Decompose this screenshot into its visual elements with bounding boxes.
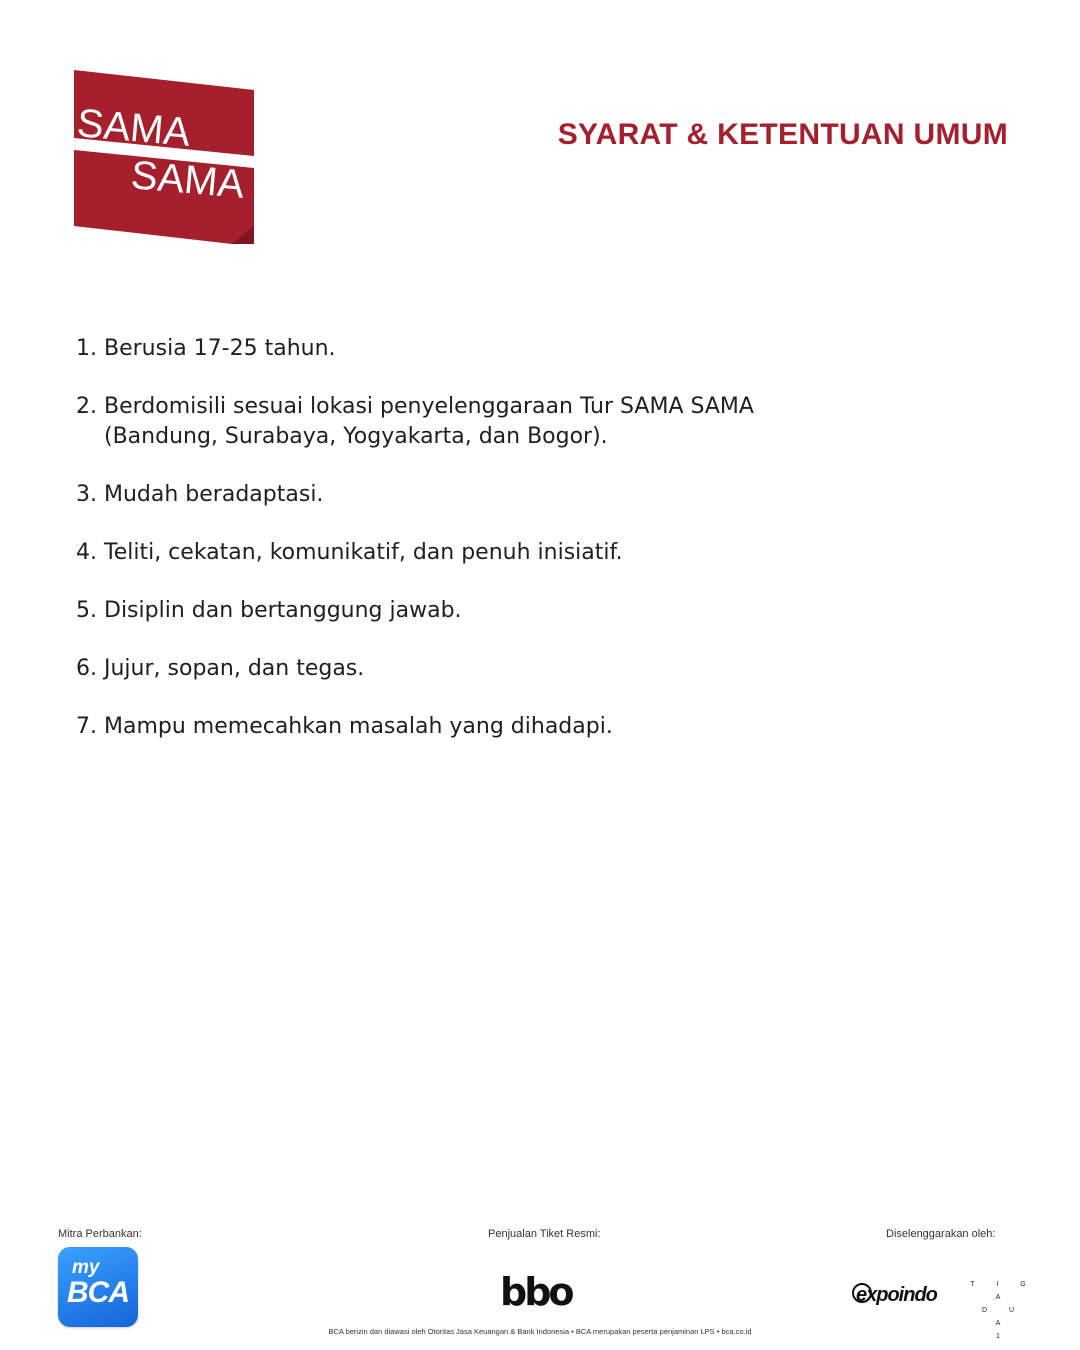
tigadua-line: T I G A [970, 1281, 1036, 1301]
list-item [76, 712, 976, 742]
sama-sama-logo [72, 66, 258, 246]
terms-list [76, 334, 976, 770]
list-item [76, 596, 976, 626]
bbo-logo: bbo [500, 1270, 572, 1314]
item-number: 3. [76, 482, 97, 507]
list-item [76, 392, 976, 452]
disclaimer-text: BCA berizin dan diawasi oleh Otoritas Jasa Keuangan & Bank Indonesia • BCA merupakan peserta penjaminan LPS • bca.co.id [328, 1327, 752, 1336]
page-title: SYARAT & KETENTUAN UMUM [557, 118, 1008, 151]
logo-text-line2: SAMA [129, 153, 246, 207]
list-item [76, 654, 976, 684]
item-text: Berusia 17-25 tahun. [104, 336, 336, 361]
item-text: Mampu memecahkan masalah yang dihadapi. [104, 714, 613, 739]
item-text: Mudah beradaptasi. [104, 482, 324, 507]
list-item [76, 334, 976, 364]
mybca-logo [58, 1247, 138, 1327]
item-number: 2. [76, 394, 97, 419]
organizer-label: Diselenggarakan oleh: [886, 1228, 996, 1240]
item-number: 1. [76, 336, 97, 361]
item-text-continued: (Bandung, Surabaya, Yogyakarta, dan Bogor). [104, 424, 608, 449]
expoindo-logo [852, 1283, 937, 1307]
expoindo-logo-text: expoindo [856, 1284, 937, 1306]
item-number: 7. [76, 714, 97, 739]
logo-text-line1: SAMA [75, 101, 192, 155]
item-number: 5. [76, 598, 97, 623]
list-item [76, 480, 976, 510]
banking-partner-label: Mitra Perbankan: [58, 1228, 142, 1240]
item-text: Jujur, sopan, dan tegas. [104, 656, 365, 681]
tigadua-line: D U A [981, 1307, 1025, 1327]
item-text: Disiplin dan bertanggung jawab. [104, 598, 462, 623]
item-text: Teliti, cekatan, komunikatif, dan penuh inisiatif. [104, 540, 623, 565]
item-number: 6. [76, 656, 97, 681]
tigadua-line: 1 [996, 1333, 1010, 1340]
list-item [76, 538, 976, 568]
item-number: 4. [76, 540, 97, 565]
mybca-logo-bca: BCA [67, 1276, 129, 1309]
mybca-logo-my: my [72, 1257, 100, 1278]
ticket-seller-label: Penjualan Tiket Resmi: [488, 1228, 601, 1240]
item-text: Berdomisili sesuai lokasi penyelenggaraan Tur SAMA SAMA [104, 394, 754, 419]
